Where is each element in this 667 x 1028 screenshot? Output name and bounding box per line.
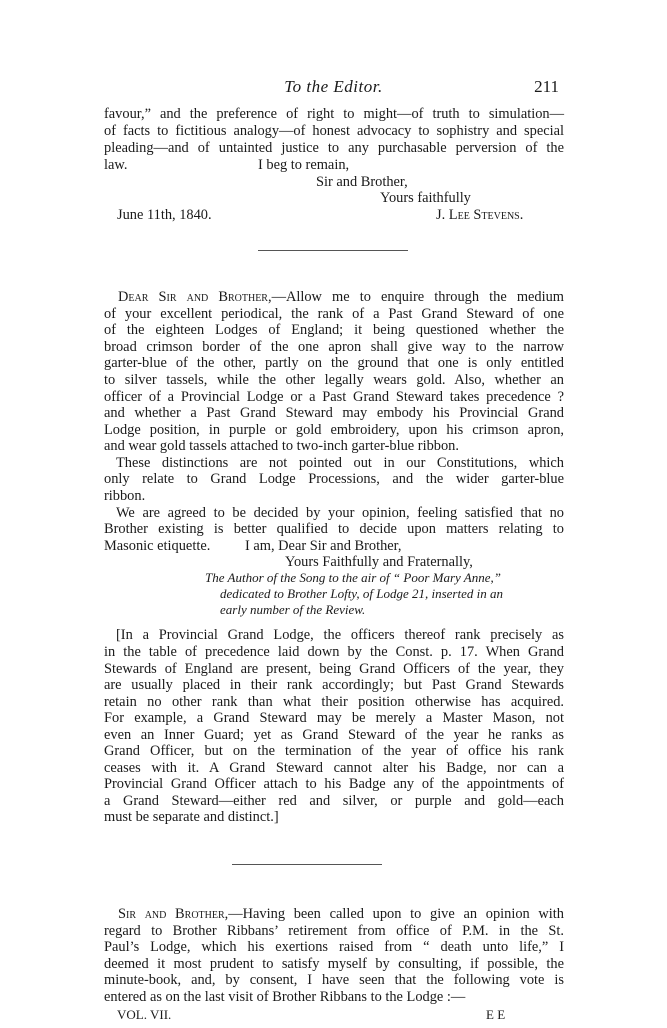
letter3-line: deemed it most prudent to satisfy myself by consulting, if possible, the: [104, 956, 564, 972]
letter2-para2-line: only relate to Grand Lodge Processions, and the wider garter-blue: [104, 471, 564, 487]
letter1-closing: Sir and Brother,: [316, 174, 408, 190]
letter1-last-word: law.: [104, 157, 128, 173]
letter2-line: of the eighteen Lodges of England; it being questioned whether the: [104, 322, 564, 338]
editor-reply-line: in the table of precedence laid down by the Const. p. 17. When Grand: [104, 644, 564, 660]
letter2-line: and whether a Past Grand Steward may embody his Provincial Grand: [104, 405, 564, 421]
letter3-salutation: Sir and Brother,: [118, 906, 229, 922]
editor-reply-line: even an Inner Guard; yet as Grand Steward of the year he ranks as: [104, 727, 564, 743]
section-rule: [258, 250, 408, 251]
letter2-line: officer of a Provincial Lodge or a Past Grand Steward takes precedence ?: [104, 389, 564, 405]
editor-reply-line: retain no other rank than what their position otherwise has acquired.: [104, 694, 564, 710]
editor-reply-line: Grand Officer, but on the termination of the year of office his rank: [104, 743, 564, 759]
letter2-para3-line: Masonic etiquette.: [104, 538, 211, 554]
letter2-para3-line: We are agreed to be decided by your opinion, feeling satisfied that no: [116, 505, 564, 521]
letter3-line: entered as on the last visit of Brother Ribbans to the Lodge :—: [104, 989, 466, 1005]
letter2-line: garter-blue of the other, partly on the ground that one is only entitled: [104, 355, 564, 371]
letter1-closing: Yours faithfully: [380, 190, 471, 206]
letter3-line: minute-book, and, by consent, I have seen that the following vote is: [104, 972, 564, 988]
letter3-first-line: [118, 906, 564, 923]
letter2-line: to silver tassels, while the other legally wears gold. Also, whether an: [104, 372, 564, 388]
letter1-closing: I beg to remain,: [258, 157, 350, 173]
editor-reply-line: a Grand Steward—either red and silver, or purple and gold—each: [104, 793, 564, 809]
letter2-line: and wear gold tassels attached to two-inch garter-blue ribbon.: [104, 438, 459, 454]
letter2-author: The Author of the Song to the air of “ Poor Mary Anne,”: [205, 570, 501, 585]
letter1-line: of facts to fictitious analogy—of honest advocacy to sophistry and special: [104, 123, 564, 139]
editor-reply-line: For example, a Grand Steward may be merely a Master Mason, not: [104, 710, 564, 726]
running-title: To the Editor.: [284, 77, 383, 96]
letter2-salutation: Dear Sir and Brother,: [118, 289, 272, 305]
letter2-first-line: [118, 289, 564, 306]
letter2-line: broad crimson border of the one apron shall give way to the narrow: [104, 339, 564, 355]
editor-reply-line: are usually placed in their rank accordingly; but Past Grand Stewards: [104, 677, 564, 693]
letter3-first-line-text: —Having been called upon to give an opinion with: [228, 906, 564, 922]
running-head: [0, 77, 667, 99]
editor-reply-line: ceases with it. A Grand Steward cannot alter his Badge, nor can a: [104, 760, 564, 776]
letter2-author: dedicated to Brother Lofty, of Lodge 21, inserted in an: [220, 586, 503, 601]
letter2-para2-line: ribbon.: [104, 488, 146, 504]
letter1-date: June 11th, 1840.: [117, 207, 212, 223]
editor-reply-line: Provincial Grand Officer attach to his Badge any of the appointments of: [104, 776, 564, 792]
letter2-closing: Yours Faithfully and Fraternally,: [285, 554, 473, 570]
letter2-line: Lodge position, in purple or gold embroidery, upon his crimson apron,: [104, 422, 564, 438]
section-rule: [232, 864, 382, 865]
volume-mark: VOL. VII.: [117, 1007, 172, 1022]
letter2-line: of your excellent periodical, the rank of a Past Grand Steward of one: [104, 306, 564, 322]
letter1-line: favour,” and the preference of right to might—of truth to simulation—: [104, 106, 564, 122]
editor-reply-line: [In a Provincial Grand Lodge, the officers thereof rank precisely as: [116, 627, 564, 643]
letter2-para2-line: These distinctions are not pointed out in our Constitutions, which: [116, 455, 564, 471]
signature-mark: E E: [486, 1007, 506, 1022]
letter1-signature: J. Lee Stevens.: [436, 207, 524, 223]
letter3-line: Paul’s Lodge, which his exertions raised from “ death unto life,” I: [104, 939, 564, 955]
letter2-para3-line: Brother existing is better qualified to decide upon matters relating to: [104, 521, 564, 537]
letter2-closing: I am, Dear Sir and Brother,: [245, 538, 402, 554]
page-number: 211: [534, 77, 559, 96]
editor-reply-line: must be separate and distinct.]: [104, 809, 279, 825]
editor-reply-line: Stewards of England are present, being Grand Officers of the year, they: [104, 661, 564, 677]
letter2-first-line-text: —Allow me to enquire through the medium: [271, 289, 564, 305]
letter2-author: early number of the Review.: [220, 602, 366, 617]
letter3-line: regard to Brother Ribbans’ retirement from office of P.M. in the St.: [104, 923, 564, 939]
letter1-line: pleading—and of untainted justice to any purchasable perversion of the: [104, 140, 564, 156]
